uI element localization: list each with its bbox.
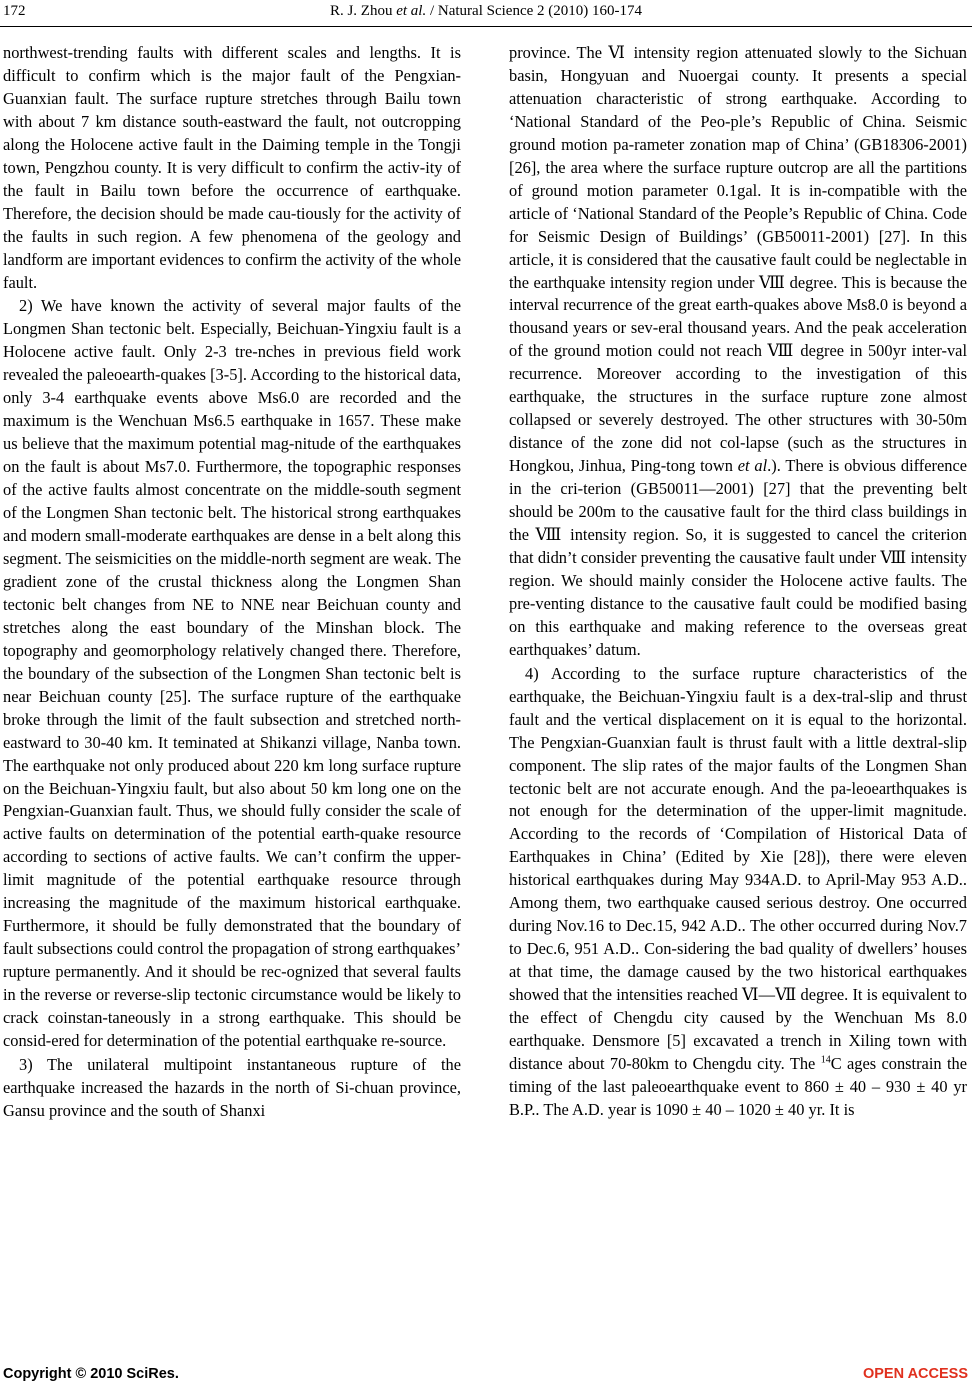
running-head-et-al: et al. <box>396 3 427 19</box>
open-access-label: OPEN ACCESS <box>862 1366 968 1382</box>
right-column <box>509 42 967 1122</box>
left-paragraph-3: 3) The unilateral multipoint instantaneous rupture of the earthquake increased the hazards in the north of Si-chuan province, Gansu province and the south of Shanxi <box>3 1054 461 1120</box>
page-header <box>0 0 972 34</box>
running-head <box>0 3 972 20</box>
running-head-journal: / Natural Science 2 (2010) 160-174 <box>426 3 643 19</box>
right-p1-part-b: .). There is obvious difference in the cri-terion (GB50011—2001) [27] that the preventing belt should be 200m to the causative fault for the third class buildings in the Ⅷ intensity region. So, it is suggested to cancel the criterion that didn’t consider preventing the causative fault under Ⅷ intensity region. We should mainly consider the Holocene active faults. The pre-venting distance to the causative fault could be modified basing on this earthquake and making reference to the overseas great earthquakes’ datum. <box>509 456 967 659</box>
right-p2-superscript: 14 <box>820 1054 831 1066</box>
left-column <box>3 42 461 1123</box>
header-rule <box>0 26 972 27</box>
copyright-notice: Copyright © 2010 SciRes. <box>3 1366 179 1382</box>
right-paragraph-1 <box>509 42 967 662</box>
right-p1-part-a: province. The Ⅵ intensity region attenuated slowly to the Sichuan basin, Hongyuan and Nuoergai county. It presents a special attenuation characteristic of strong earthquake. According to ‘National Standard of the Peo-ple’s Republic of China. Seismic ground motion pa-rameter zonation map of China’ (GB18306-2001) [26], the area where the surface rupture outcrop are all the partitions of ground motion parameter 0.1gal. It is in-compatible with the article of ‘National Standard of the People’s Republic of China. Code for Seismic Design of Buildings’ (GB50011-2001) [27]. In this article, it is considered that the causative fault could be neglectable in the earthquake intensity region under Ⅷ degree. This is because the interval recurrence of the great earth-quakes above Ms8.0 is beyond a thousand years or sev-eral thousand years. And the peak acceleration of the ground motion could not reach Ⅷ degree in 500yr inter-val recurrence. Moreover according to the investigation of this earthquake, the structures in the surface rupture zone almost collapsed or severely destroyed. The other structures with 30-50m distance of the zone did not col-lapse (such as the structures in Hongkou, Jinhua, Ping-tong town <box>509 43 967 476</box>
page-footer <box>0 1362 972 1388</box>
running-head-authors: R. J. Zhou <box>329 3 397 19</box>
right-p1-et-al: et al <box>737 456 768 476</box>
right-p2-part-b: C ages constrain the timing of the last paleoearthquake event to 860 ± 40 – 930 ± 40 yr B.P.. The A.D. year is 1090 ± 40 – 1020 ± 40 yr. It is <box>509 1053 967 1119</box>
left-paragraph-2: 2) We have known the activity of several major faults of the Longmen Shan tectonic belt. Especially, Beichuan-Yingxiu fault is a Holocene active fault. Only 2-3 tre-nches in previous field work revealed the paleoearth-quakes [3-5]. According to the historical data, only 3-4 earthquake events above Ms6.0 are recorded and the maximum is the Wenchuan Ms6.5 earthquake in 1657. These make us believe that the maximum potential mag-nitude of the earthquakes on the fault is about Ms7.0. Furthermore, the topographic responses of the active faults almost concentrate on the middle-south segment of the Longmen Shan tectonic belt. The historical strong earthquakes and modern small-moderate earthquakes are dense in a belt along this segment. The seismicities on the middle-north segment are weak. The gradient zone of the crustal thickness along the Longmen Shan tectonic belt changes from NE to NNE near Beichuan county and stretches along the east boundary of the Minshan block. The topography and geomorphology relatively changed there. Therefore, the boundary of the subsection of the Longmen Shan tectonic belt is near Beichuan county [25]. The surface rupture of the earthquake broke through the limit of the fault subsection and stretched north-eastward to 30-40 km. It teminated at Shikanzi village, Nanba town. The earthquake not only produced about 220 km long surface rupture on the Beichuan-Yingxiu fault, but also about 50 km long one on the Pengxian-Guanxian fault. Thus, we should fully consider the scale of active faults on determination of the potential earth-quake resource according to sections of active faults. We can’t confirm the upper-limit magnitude of the potential earthquake resource through increasing the magnitude of the maximum historical earthquake. Furthermore, it should be fully demonstrated that the boundary of fault subsections could control the propagation of strong earthquakes’ rupture permanently. And it should be rec-ognized that several faults in the reverse or reverse-slip tectonic circumstance would be likely to crack coinstan-taneously in a strong earthquake. This should be consid-ered for determination of the potential earthquake re-source. <box>3 296 461 1050</box>
left-paragraph-1: northwest-trending faults with different scales and lengths. It is difficult to confirm which is the major fault of the Pengxian-Guanxian fault. The surface rupture stretches through Bailu town with about 7 km distance south-eastward the fault, not outcropping along the Holocene active fault in the Daiming temple in the Tongji town, Pengzhou county. It is very difficult to confirm the activ-ity of the fault in Bailu town before the occurrence of earthquake. Therefore, the decision should be made cau-tiously for the activity of the faults in such region. A few phenomena of the geology and landform are important evidences to confirm the activity of the whole fault. <box>3 43 461 292</box>
right-p2-part-a: 4) According to the surface rupture characteristics of the earthquake, the Beichuan-Yingxiu fault is a dex-tral-slip and thrust fault and the vertical displacement on it is equal to the horizontal. The Pengxian-Guanxian fault is thrust fault with a little dextral-slip component. The slip rates of the major faults of the Longmen Shan tectonic belt are not accurate enough. And the pa-leoearthquakes is not enough for the determination of the upper-limit magnitude. According to the records of ‘Compilation of Historical Data of Earthquakes in China’ (Edited by Xie [28]), there were eleven historical earthquakes during May 934A.D. to April-May 953 A.D.. Among them, two earthquake caused serious destroy. One occurred during Nov.16 to Dec.15, 942 A.D.. The other occurred during Nov.7 to Dec.6, 951 A.D.. Con-sidering the bad quality of dwellers’ houses at that time, the damage caused by the two historical earthquakes showed that the intensities reached Ⅵ—Ⅶ degree. It is equivalent to the effect of Chengdu city caused by the Wenchuan Ms 8.0 earthquake. Densmore [5] excavated a trench in Xiling town with distance about 70-80km to Chengdu city. The <box>509 663 967 1073</box>
right-paragraph-2 <box>509 663 967 1122</box>
page-number: 172 <box>3 3 26 19</box>
